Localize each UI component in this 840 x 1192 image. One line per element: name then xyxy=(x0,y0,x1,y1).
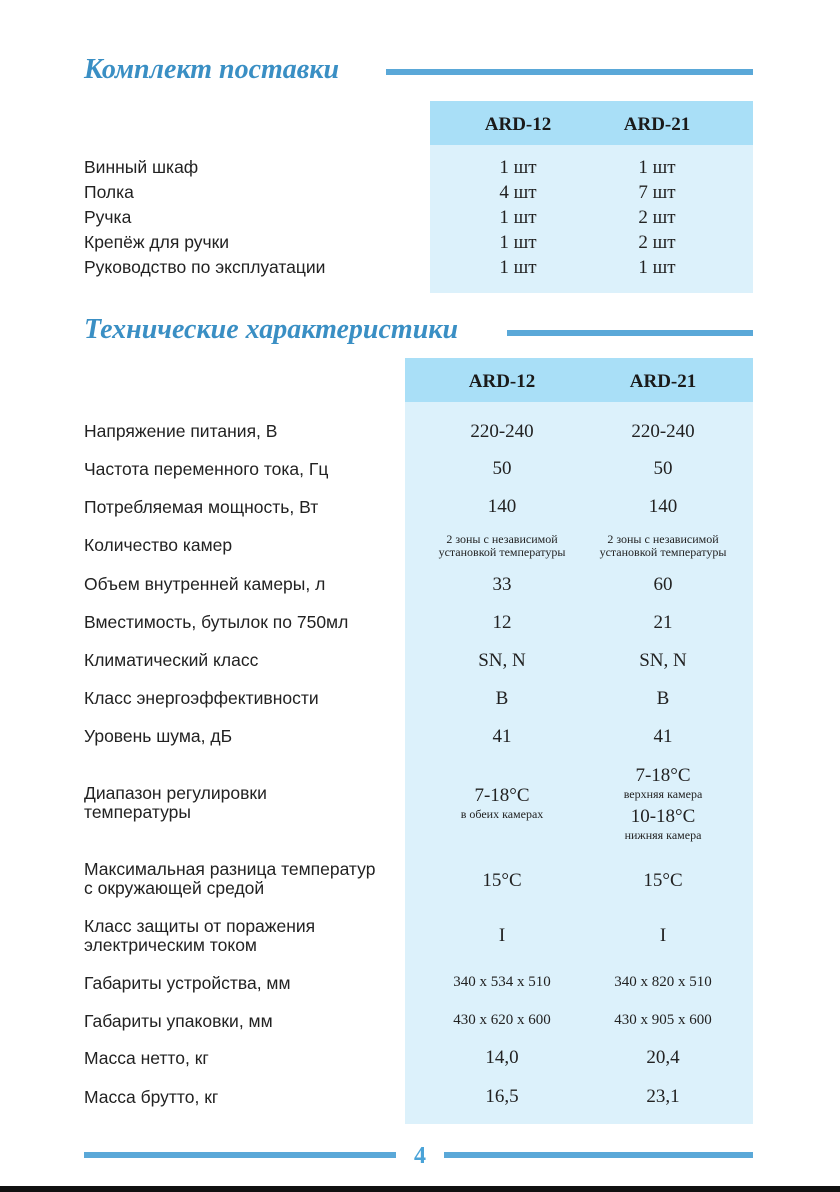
spec-label-capacity: Вместимость, бутылок по 750мл xyxy=(84,612,349,632)
spec-gross-weight-ard12: 16,5 xyxy=(485,1086,519,1107)
spec-label-volume: Объем внутренней камеры, л xyxy=(84,574,326,594)
spec-voltage-ard21: 220-240 xyxy=(631,421,695,442)
kit-title-rule xyxy=(386,69,753,75)
spec-temp-range-ard21-upper-note: верхняя камера xyxy=(623,787,703,801)
spec-chambers-ard12-line2: установкой температуры xyxy=(438,545,566,559)
specs-col-ard21: ARD-21 xyxy=(629,371,697,392)
spec-noise-ard21: 41 xyxy=(653,726,673,747)
spec-temp-range-ard21-lower-note: нижняя камера xyxy=(624,828,702,842)
kit-row-value-ard21: 2 шт xyxy=(638,207,676,228)
spec-label-net-weight: Масса нетто, кг xyxy=(84,1048,209,1068)
spec-net-weight-ard12: 14,0 xyxy=(485,1047,519,1068)
kit-row-value-ard12: 1 шт xyxy=(499,207,537,228)
spec-package-ard21: 430 x 905 x 600 xyxy=(614,1012,712,1028)
spec-energy-ard12: B xyxy=(495,688,509,709)
specs-title: Технические характеристики xyxy=(84,314,459,345)
spec-label-temp-range-line2: температуры xyxy=(84,802,191,822)
kit-title: Комплект поставки xyxy=(84,54,340,85)
spec-label-protection xyxy=(84,917,315,955)
kit-row-label: Полка xyxy=(84,182,134,202)
spec-gross-weight-ard21: 23,1 xyxy=(646,1086,680,1107)
spec-label-chambers: Количество камер xyxy=(84,535,233,555)
kit-row-value-ard12: 1 шт xyxy=(499,157,537,178)
kit-row-label: Винный шкаф xyxy=(84,157,199,177)
page-number: 4 xyxy=(414,1143,426,1169)
kit-row-value-ard21: 2 шт xyxy=(638,232,676,253)
specs-col-ard12: ARD-12 xyxy=(468,371,536,392)
spec-label-temp-range xyxy=(84,784,267,822)
spec-temp-range-ard12-note: в обеих камерах xyxy=(460,807,544,821)
spec-label-max-diff-line2: с окружающей средой xyxy=(84,878,265,898)
footer-rule-right xyxy=(444,1152,753,1158)
spec-protection-ard21: I xyxy=(659,925,667,946)
spec-label-noise: Уровень шума, дБ xyxy=(84,726,233,746)
kit-row-label: Руководство по эксплуатации xyxy=(84,257,326,277)
spec-temp-range-ard12: 7-18°С xyxy=(474,785,530,806)
spec-chambers-ard21 xyxy=(578,533,748,559)
spec-dimensions-ard21: 340 x 820 x 510 xyxy=(614,974,712,990)
spec-net-weight-ard21: 20,4 xyxy=(646,1047,680,1068)
spec-label-climate: Климатический класс xyxy=(84,650,259,670)
spec-label-package: Габариты упаковки, мм xyxy=(84,1011,273,1031)
spec-package-ard12: 430 x 620 x 600 xyxy=(453,1012,551,1028)
spec-chambers-ard21-line2: установкой температуры xyxy=(599,545,727,559)
kit-row-value-ard12: 4 шт xyxy=(499,182,537,203)
spec-temp-range-ard21-upper: 7-18°С xyxy=(635,765,691,786)
spec-energy-ard21: B xyxy=(656,688,670,709)
spec-chambers-ard21-line1: 2 зоны с независимой xyxy=(607,532,719,546)
spec-temp-range-ard21-lower: 10-18°С xyxy=(630,806,696,827)
kit-row-label: Крепёж для ручки xyxy=(84,232,230,252)
kit-row-value-ard12: 1 шт xyxy=(499,232,537,253)
kit-row-value-ard21: 7 шт xyxy=(638,182,676,203)
spec-label-max-diff-line1: Максимальная разница температур xyxy=(84,859,376,879)
spec-frequency-ard21: 50 xyxy=(653,458,673,479)
bottom-edge-bar xyxy=(0,1186,840,1192)
spec-voltage-ard12: 220-240 xyxy=(470,421,534,442)
spec-protection-ard12: I xyxy=(498,925,506,946)
kit-col-ard12: ARD-12 xyxy=(484,114,552,135)
spec-volume-ard12: 33 xyxy=(492,574,512,595)
kit-row-value-ard21: 1 шт xyxy=(638,257,676,278)
spec-label-max-diff xyxy=(84,860,375,898)
spec-dimensions-ard12: 340 x 534 x 510 xyxy=(453,974,551,990)
spec-label-dimensions: Габариты устройства, мм xyxy=(84,973,291,993)
spec-label-frequency: Частота переменного тока, Гц xyxy=(84,459,329,479)
spec-frequency-ard12: 50 xyxy=(492,458,512,479)
spec-climate-ard12: SN, N xyxy=(478,650,526,671)
spec-volume-ard21: 60 xyxy=(653,574,673,595)
footer-rule-left xyxy=(84,1152,396,1158)
spec-label-voltage: Напряжение питания, В xyxy=(84,421,278,441)
spec-noise-ard12: 41 xyxy=(492,726,512,747)
spec-power-ard12: 140 xyxy=(487,496,517,517)
spec-power-ard21: 140 xyxy=(648,496,678,517)
spec-label-protection-line2: электрическим током xyxy=(84,935,257,955)
spec-capacity-ard12: 12 xyxy=(492,612,512,633)
spec-label-power: Потребляемая мощность, Вт xyxy=(84,497,319,517)
kit-col-ard21: ARD-21 xyxy=(623,114,691,135)
spec-max-diff-ard12: 15°С xyxy=(482,870,522,891)
kit-row-label: Ручка xyxy=(84,207,132,227)
spec-label-energy: Класс энергоэффективности xyxy=(84,688,319,708)
specs-title-rule xyxy=(507,330,753,336)
spec-climate-ard21: SN, N xyxy=(639,650,687,671)
spec-label-protection-line1: Класс защиты от поражения xyxy=(84,916,316,936)
spec-label-temp-range-line1: Диапазон регулировки xyxy=(84,783,267,803)
spec-capacity-ard21: 21 xyxy=(653,612,673,633)
kit-row-value-ard12: 1 шт xyxy=(499,257,537,278)
spec-label-gross-weight: Масса брутто, кг xyxy=(84,1087,219,1107)
spec-max-diff-ard21: 15°С xyxy=(643,870,683,891)
spec-chambers-ard12-line1: 2 зоны с независимой xyxy=(446,532,558,546)
spec-chambers-ard12 xyxy=(417,533,587,559)
kit-row-value-ard21: 1 шт xyxy=(638,157,676,178)
